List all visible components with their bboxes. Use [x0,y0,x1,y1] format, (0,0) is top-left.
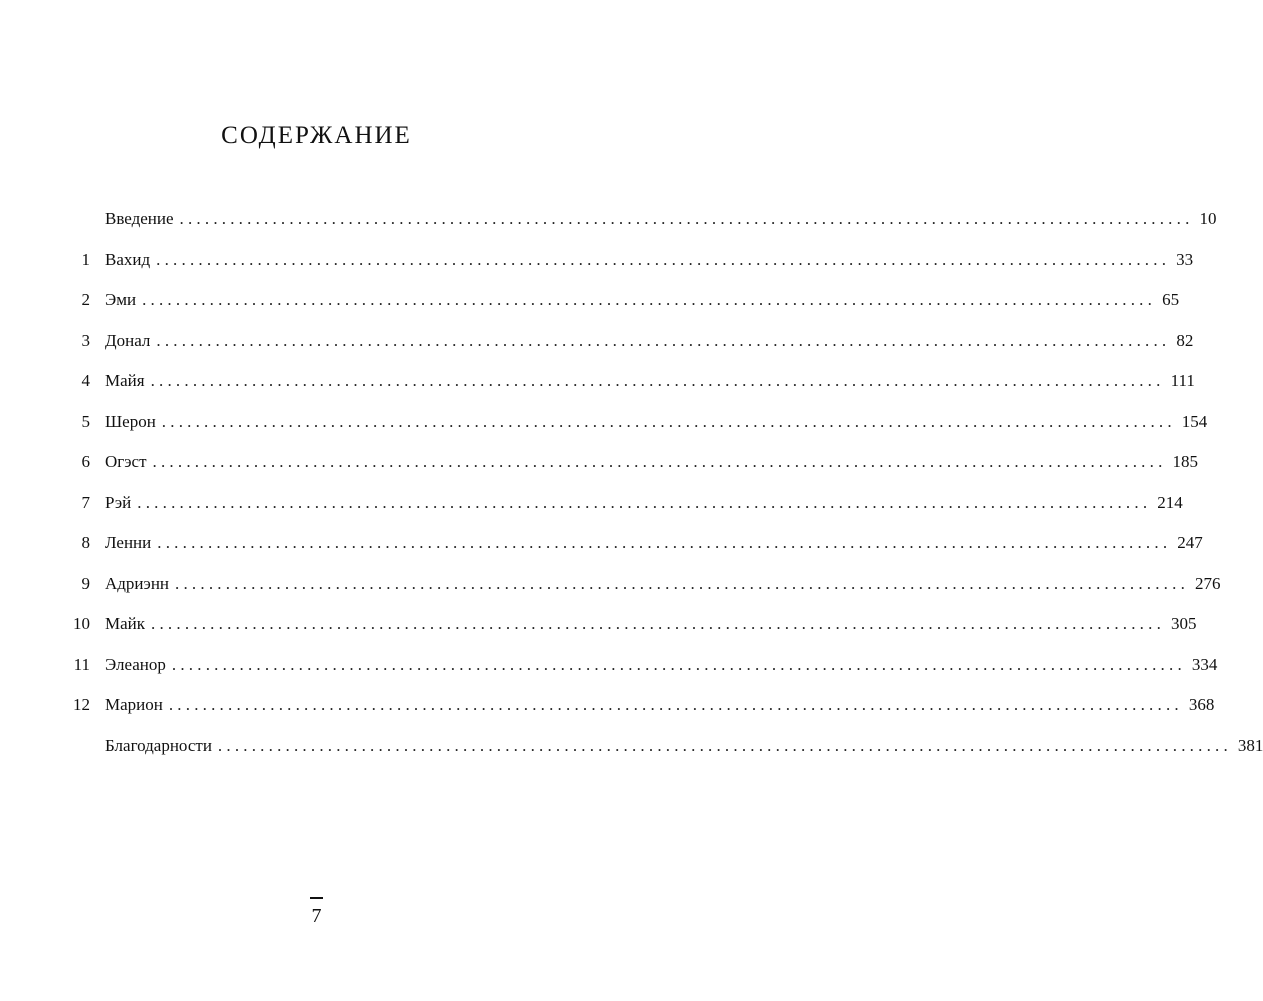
toc-leader-dots: ........................................................................................................................ [179,209,1194,228]
toc-chapter-number: 9 [81,573,90,593]
toc-entry-chapter-6 [0,447,1199,477]
toc-page-number: 111 [1170,371,1195,390]
toc-page-number: 33 [1176,249,1194,269]
toc-chapter-title: Вахид [105,249,151,269]
toc-entry-chapter-9 [0,569,1221,599]
toc-chapter-title: Донал [105,330,151,350]
toc-leader-dots: ........................................................................................................................ [137,492,1152,512]
toc-leader-dots: ........................................................................................................................ [217,735,1232,755]
toc-chapter-title: Рэй [105,492,132,512]
toc-page-number: 185 [1172,452,1199,471]
toc-entry-chapter-11 [0,650,1218,680]
toc-leader-dots: ........................................................................................................................ [161,411,1176,431]
toc-chapter-title: Майя [105,371,145,390]
table-of-contents [0,204,1263,764]
toc-leader-dots: ........................................................................................................................ [168,695,1183,714]
toc-leader-dots: ........................................................................................................................ [151,614,1166,633]
toc-chapter-title: Майк [105,614,146,633]
toc-entry-chapter-3 [0,326,1194,356]
toc-page-number: 334 [1191,654,1218,674]
toc-page-number: 10 [1199,209,1217,228]
toc-leader-dots: ........................................................................................................................ [175,573,1190,593]
toc-chapter-number: 10 [73,614,90,633]
page-title: СОДЕРЖАНИЕ [221,122,412,149]
toc-chapter-number: 7 [81,492,90,512]
toc-page-number: 368 [1188,695,1215,714]
toc-page-number: 154 [1181,411,1208,431]
toc-chapter-number: 2 [81,290,90,309]
toc-entry-chapter-12 [0,690,1215,720]
toc-entry-chapter-7 [0,488,1183,518]
toc-page-number: 214 [1157,492,1183,512]
toc-entry-introduction [0,204,1217,234]
toc-entry-chapter-8 [0,528,1203,558]
toc-page-number: 65 [1162,290,1180,309]
toc-leader-dots: ........................................................................................................................ [142,290,1157,309]
toc-chapter-title: Огэст [105,452,147,471]
toc-chapter-number: 1 [81,249,90,269]
toc-chapter-number: 3 [81,330,90,350]
toc-entry-chapter-10 [0,609,1197,639]
toc-chapter-title: Благодарности [105,735,212,755]
toc-chapter-number: 4 [81,371,90,390]
toc-leader-dots: ........................................................................................................................ [156,330,1171,350]
toc-page-number: 247 [1177,533,1203,552]
toc-entry-chapter-1 [0,245,1194,275]
toc-chapter-number: 8 [81,533,90,552]
toc-chapter-number: 11 [73,654,90,674]
toc-chapter-title: Ленни [105,533,152,552]
toc-leader-dots: ........................................................................................................................ [156,249,1171,269]
toc-page-number: 82 [1176,330,1194,350]
toc-page-number: 381 [1237,735,1263,755]
toc-entry-chapter-2 [0,285,1180,315]
toc-chapter-number: 5 [81,411,90,431]
toc-leader-dots: ........................................................................................................................ [152,452,1167,471]
toc-chapter-title: Марион [105,695,163,714]
toc-leader-dots: ........................................................................................................................ [157,533,1172,552]
toc-leader-dots: ........................................................................................................................ [171,654,1186,674]
toc-chapter-number: 12 [73,695,90,714]
toc-entry-chapter-5 [0,407,1208,437]
toc-chapter-title: Введение [105,209,174,228]
toc-page-number: 305 [1171,614,1197,633]
toc-chapter-title: Эми [105,290,137,309]
toc-entry-chapter-4 [0,366,1195,396]
toc-leader-dots: ........................................................................................................................ [150,371,1165,390]
page-number: 7 [311,905,322,927]
toc-chapter-title: Шерон [105,411,156,431]
page-number-rule [310,897,323,899]
toc-entry-acknowledgments [0,731,1263,761]
toc-chapter-title: Адриэнн [105,573,170,593]
toc-chapter-title: Элеанор [105,654,166,674]
toc-page-number: 276 [1195,573,1221,593]
toc-chapter-number: 6 [81,452,90,471]
